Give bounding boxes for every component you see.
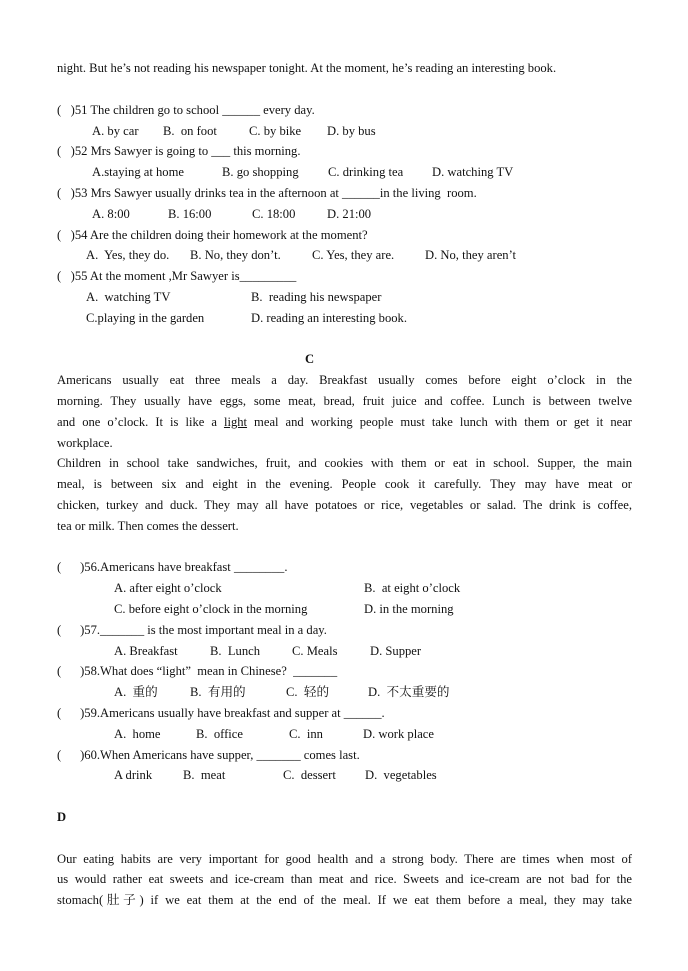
question-60 [57,747,360,763]
answer-blank[interactable]: ( )57. [57,623,101,637]
option-d: D. 不太重要的 [368,685,450,699]
option-a: A. 8:00 [92,207,130,221]
question-55 [57,268,296,284]
option-d: D. Supper [370,644,422,658]
section-c-heading: C [305,352,315,366]
option-c: C. Meals [292,644,338,658]
answer-blank[interactable]: ( )58. [57,664,101,678]
option-d: D. in the morning [364,602,454,616]
option-b: B. reading his newspaper [251,290,382,304]
option-b: B. meat [183,768,226,782]
option-a: A drink [114,768,153,782]
answer-blank[interactable]: ( )52 [57,144,88,158]
underlined-word-light: light [223,415,248,429]
option-c: C. inn [289,727,323,741]
option-d: D. watching TV [432,165,514,179]
question-stem: Americans have breakfast ________. [100,560,288,574]
section-d-line-3: stomach(肚子) if we eat them at the end of the meal. If we eat them before a meal, they may take [57,893,632,907]
section-c-line-3: and one o’clock. It is like a light meal and working people must take lunch with them or get it near [57,415,632,429]
question-52 [57,143,301,159]
option-c: C. 18:00 [252,207,296,221]
section-d-line-2: us would rather eat sweets and ice-cream than meat and rice. Sweets and ice-cream are not bad for the [57,872,632,886]
question-53 [57,185,477,201]
option-a: A.staying at home [92,165,184,179]
option-b: B. office [196,727,243,741]
section-c-line-5: Children in school take sandwiches, fruit, and cookies with them or eat in school. Supper, the main [57,456,632,470]
option-d: D. No, they aren’t [425,248,517,262]
option-a: A. Breakfast [114,644,178,658]
option-a: A. by car [92,124,139,138]
section-c-line-8: tea or milk. Then comes the dessert. [57,519,239,533]
answer-blank[interactable]: ( )56. [57,560,101,574]
option-d: D. by bus [327,124,376,138]
option-b: B. Lunch [210,644,261,658]
option-b: B. No, they don’t. [190,248,281,262]
question-stem: At the moment ,Mr Sawyer is_________ [89,269,297,283]
option-c: C. 轻的 [286,685,330,699]
question-stem: Mrs Sawyer usually drinks tea in the afternoon at ______in the living room. [90,186,477,200]
option-b: B. go shopping [222,165,299,179]
section-c-line-6: meal, is between six and eight in the evening. People cook it carefully. They may have meat or [57,477,632,491]
option-d: D. 21:00 [327,207,372,221]
question-stem: Mrs Sawyer is going to ___ this morning. [90,144,301,158]
option-d: D. work place [363,727,434,741]
option-c: C. by bike [249,124,302,138]
option-a: A. home [114,727,161,741]
option-a: A. Yes, they do. [86,248,170,262]
question-stem: Americans usually have breakfast and supper at ______. [100,706,385,720]
passage-b-last-line: night. But he’s not reading his newspaper tonight. At the moment, he’s reading an interesting book. [57,61,557,75]
option-c: C. Yes, they are. [312,248,395,262]
answer-blank[interactable]: ( )54 [57,228,88,242]
question-stem: What does “light” mean in Chinese? _______ [100,664,338,678]
answer-blank[interactable]: ( )53 [57,186,88,200]
option-b: B. 16:00 [168,207,212,221]
section-d-line-1: Our eating habits are very important for good health and a strong body. There are times when most of [57,852,632,866]
answer-blank[interactable]: ( )55 [57,269,88,283]
option-a: A. watching TV [86,290,171,304]
question-stem: The children go to school ______ every day. [90,103,315,117]
section-c-line-1: Americans usually eat three meals a day. Breakfast usually comes before eight o’clock in the [57,373,632,387]
section-c-line-4: workplace. [57,436,113,450]
option-c: C. before eight o’clock in the morning [114,602,308,616]
question-stem: _______ is the most important meal in a day. [100,623,327,637]
question-56 [57,559,287,575]
answer-blank[interactable]: ( )59. [57,706,101,720]
question-51 [57,102,315,118]
question-stem: When Americans have supper, _______ comes last. [100,748,360,762]
option-c: C. drinking tea [328,165,404,179]
option-b: B. at eight o’clock [364,581,461,595]
section-d-heading: D [57,810,67,824]
answer-blank[interactable]: ( )51 [57,103,88,117]
option-a: A. after eight o’clock [114,581,222,595]
section-c-line-2: morning. They usually have eggs, some meat, bread, fruit juice and coffee. Lunch is between twelve [57,394,632,408]
question-54 [57,227,368,243]
question-59 [57,705,385,721]
option-d: D. vegetables [365,768,437,782]
section-c-line-7: chicken, turkey and duck. They may all have potatoes or rice, vegetables or salad. The drink is coffee, [57,498,632,512]
option-b: B. on foot [163,124,217,138]
question-57 [57,622,327,638]
answer-blank[interactable]: ( )60. [57,748,101,762]
option-c: C. dessert [283,768,336,782]
option-d: D. reading an interesting book. [251,311,407,325]
question-stem: Are the children doing their homework at the moment? [89,228,368,242]
option-b: B. 有用的 [190,685,246,699]
question-58 [57,663,337,679]
option-a: A. 重的 [114,685,158,699]
option-c: C.playing in the garden [86,311,205,325]
